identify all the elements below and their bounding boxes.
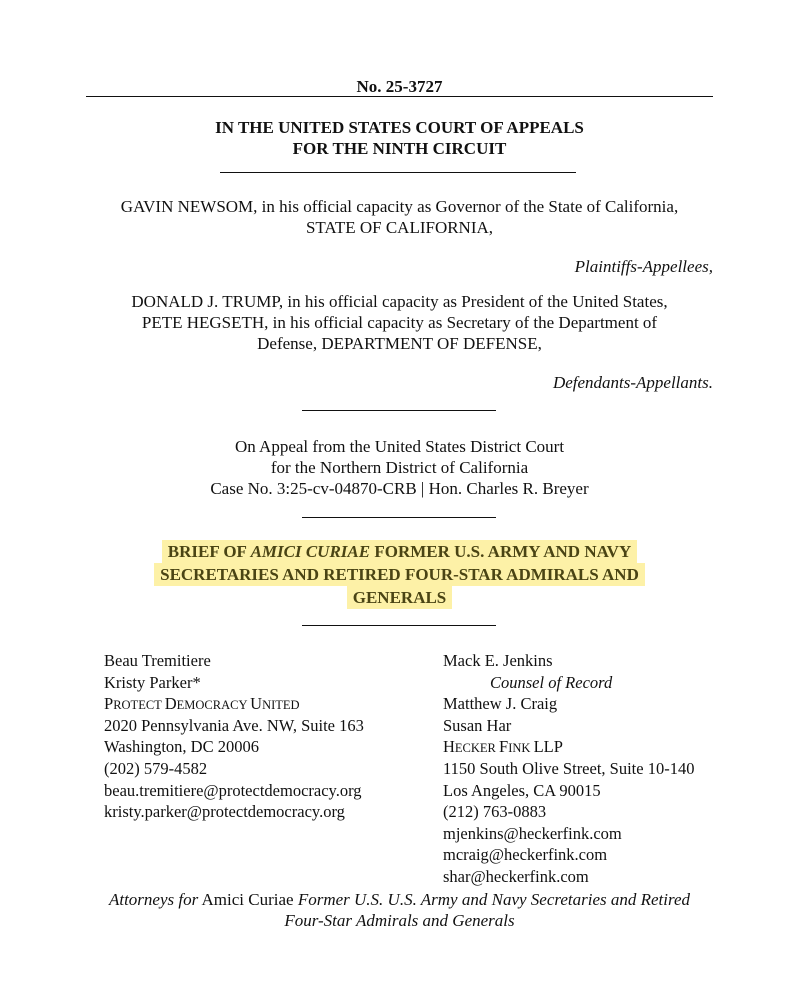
brief-title-line1: BRIEF OF AMICI CURIAE FORMER U.S. ARMY AND NAVY (0, 541, 799, 562)
plaintiffs-line1: GAVIN NEWSOM, in his official capacity as Governor of the State of California, (120, 197, 679, 216)
address-line: Los Angeles, CA 90015 (443, 780, 601, 800)
right-counsel-block (443, 650, 694, 888)
address-line: Washington, DC 20006 (104, 737, 259, 757)
address-line: 1150 South Olive Street, Suite 10-140 (443, 758, 695, 778)
defendants-line3: Defense, DEPARTMENT OF DEFENSE, (257, 334, 542, 353)
counsel-name: Matthew J. Craig (443, 694, 558, 714)
plaintiffs-role: Plaintiffs-Appellees, (574, 257, 713, 276)
email-address: beau.tremitiere@protectdemocracy.org (104, 780, 362, 800)
case-number: No. 25-3727 (356, 77, 443, 96)
defendants-line1: DONALD J. TRUMP, in his official capacity as President of the United States, (131, 292, 668, 311)
title-rule (302, 625, 496, 626)
header-rule (86, 96, 713, 97)
counsel-name: Susan Har (443, 715, 512, 735)
counsel-name: Mack E. Jenkins (443, 651, 553, 670)
court-name-line2: FOR THE NINTH CIRCUIT (292, 139, 507, 158)
attorneys-for-line1: Attorneys for Amici Curiae Former U.S. U.S. Army and Navy Secretaries and Retired (108, 890, 691, 909)
email-address: shar@heckerfink.com (443, 866, 589, 886)
firm-name-protect-democracy: PROTECT DEMOCRACY UNITED (104, 694, 300, 714)
address-line: 2020 Pennsylvania Ave. NW, Suite 163 (104, 715, 364, 735)
phone-number: (212) 763-0883 (443, 802, 547, 822)
plaintiffs-line2: STATE OF CALIFORNIA, (305, 218, 494, 237)
phone-number: (202) 579-4582 (104, 758, 208, 778)
email-address: mcraig@heckerfink.com (443, 845, 608, 865)
brief-title-line3: GENERALS (0, 587, 799, 608)
email-address: mjenkins@heckerfink.com (443, 823, 622, 843)
counsel-name: Beau Tremitiere (104, 651, 211, 670)
appeal-rule (302, 517, 496, 518)
parties-rule (302, 410, 496, 411)
firm-name-hecker-fink: HECKER FINK LLP (443, 737, 563, 757)
counsel-name: Kristy Parker* (104, 672, 201, 692)
email-address: kristy.parker@protectdemocracy.org (104, 802, 345, 822)
counsel-of-record-label: Counsel of Record (490, 672, 613, 692)
defendants-line2: PETE HEGSETH, in his official capacity as Secretary of the Department of (141, 313, 658, 332)
left-counsel-block (104, 650, 364, 823)
brief-title-line2: SECRETARIES AND RETIRED FOUR-STAR ADMIRALS AND (0, 564, 799, 585)
appeal-line1: On Appeal from the United States District Court (234, 437, 565, 456)
defendants-role: Defendants-Appellants. (552, 373, 713, 392)
attorneys-for-line2: Four-Star Admirals and Generals (284, 911, 515, 930)
amici-curiae-label: AMICI CURIAE (250, 542, 371, 561)
appeal-line3: Case No. 3:25-cv-04870-CRB | Hon. Charles R. Breyer (210, 479, 589, 498)
court-name-line1: IN THE UNITED STATES COURT OF APPEALS (215, 118, 584, 137)
court-rule (220, 172, 576, 173)
appeal-line2: for the Northern District of California (270, 458, 529, 477)
